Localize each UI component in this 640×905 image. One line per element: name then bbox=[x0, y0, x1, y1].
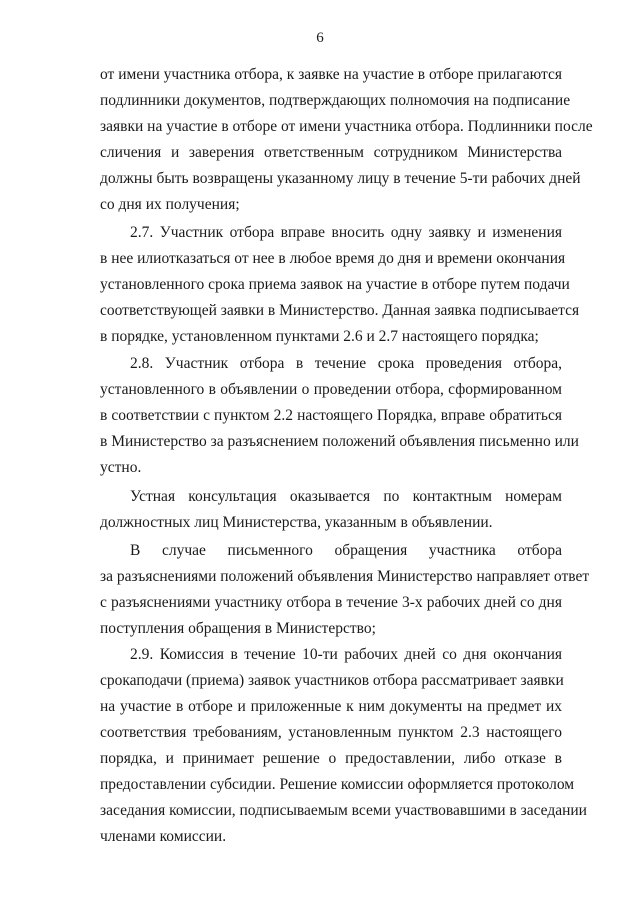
text-line: Устная консультация оказывается по контактным номерам bbox=[130, 488, 562, 505]
text-line: заявки на участие в отборе от имени участника отбора. Подлинники после bbox=[100, 118, 593, 135]
text-line: срокаподачи (приема) заявок участников отбора рассматривает заявки bbox=[100, 672, 564, 689]
text-line: устно. bbox=[100, 459, 142, 476]
text-line: на участие в отборе и приложенные к ним документы на предмет их bbox=[100, 698, 562, 715]
text-line: с разъяснениями участнику отбора в течение 3-х рабочих дней со дня bbox=[100, 594, 562, 611]
text-line: сличения и заверения ответственным сотрудником Министерства bbox=[100, 144, 562, 161]
text-line: в соответствии с пунктом 2.2 настоящего Порядка, вправе обратиться bbox=[100, 407, 562, 424]
text-line: установленного срока приема заявок на участие в отборе путем подачи bbox=[100, 276, 570, 293]
text-line: поступления обращения в Министерство; bbox=[100, 620, 376, 637]
text-line: в порядке, установленном пунктами 2.6 и 2.7 настоящего порядка; bbox=[100, 328, 539, 345]
text-line: предоставлении субсидии. Решение комиссии оформляется протоколом bbox=[100, 776, 575, 793]
text-line: в Министерство за разъяснением положений объявления письменно или bbox=[100, 433, 579, 450]
text-line: порядка, и принимает решение о предоставлении, либо отказе в bbox=[100, 750, 562, 767]
text-line: соответствия требованиям, установленным пунктом 2.3 настоящего bbox=[100, 724, 562, 741]
text-line: 2.8. Участник отбора в течение срока проведения отбора, bbox=[130, 355, 562, 372]
text-line: 2.7. Участник отбора вправе вносить одну заявку и изменения bbox=[130, 224, 562, 241]
text-line: установленного в объявлении о проведении отбора, сформированном bbox=[100, 381, 562, 398]
text-line: со дня их получения; bbox=[100, 196, 240, 213]
text-line: заседания комиссии, подписываемым всеми участвовавшими в заседании bbox=[100, 802, 587, 819]
text-line: 2.9. Комиссия в течение 10-ти рабочих дней со дня окончания bbox=[130, 646, 562, 663]
text-line: в нее илиотказаться от нее в любое время до дня и времени окончания bbox=[100, 250, 566, 267]
text-line: подлинники документов, подтверждающих полномочия на подписание bbox=[100, 92, 571, 109]
page-number: 6 bbox=[316, 30, 324, 46]
text-line: от имени участника отбора, к заявке на участие в отборе прилагаются bbox=[100, 66, 562, 83]
text-line: должностных лиц Министерства, указанным в объявлении. bbox=[100, 514, 493, 531]
text-line: соответствующей заявки в Министерство. Данная заявка подписывается bbox=[100, 302, 580, 319]
text-line: В случае письменного обращения участника отбора bbox=[130, 542, 562, 559]
text-line: за разъяснениями положений объявления Министерство направляет ответ bbox=[100, 568, 590, 585]
text-line: должны быть возвращены указанному лицу в течение 5-ти рабочих дней bbox=[100, 170, 581, 187]
text-line: членами комиссии. bbox=[100, 828, 227, 845]
